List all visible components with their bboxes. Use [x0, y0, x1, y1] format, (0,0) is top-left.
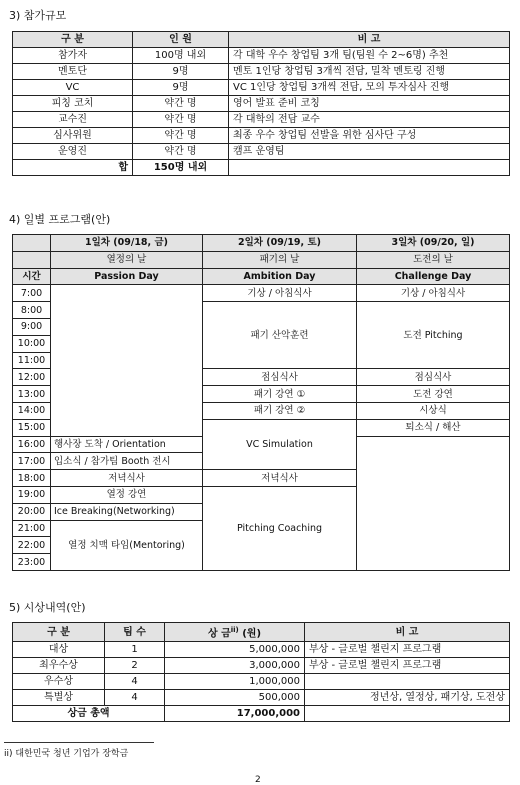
row-note: 부상 - 글로벌 챌린지 프로그램 [305, 642, 510, 658]
theme-kr-row [13, 251, 510, 268]
table-row [13, 64, 510, 80]
total-value: 17,000,000 [165, 706, 305, 722]
d3-pitch: 도전 Pitching [357, 302, 510, 369]
table-row [13, 690, 510, 706]
total-row [13, 706, 510, 722]
row-count: 100명 내외 [133, 48, 229, 64]
row-category: 대상 [13, 642, 105, 658]
header-category: 구 분 [13, 32, 133, 48]
d1-dinner: 저녁식사 [51, 470, 203, 487]
row-count: 약간 명 [133, 96, 229, 112]
row-count: 약간 명 [133, 112, 229, 128]
day-2-theme: 패기의 날 [203, 251, 357, 268]
time-cell: 11:00 [13, 352, 51, 369]
theme-en-row [13, 268, 510, 285]
total-label: 합 [13, 160, 133, 176]
row-category: 최우수상 [13, 658, 105, 674]
time-cell: 13:00 [13, 386, 51, 403]
table-header-row [13, 623, 510, 642]
row-note: 각 대학 우수 창업팀 3개 팀(팀원 수 2~6명) 추천 [229, 48, 510, 64]
table-row [13, 80, 510, 96]
time-cell: 23:00 [13, 554, 51, 571]
d3-award: 시상식 [357, 402, 510, 419]
d3-talk: 도전 강연 [357, 386, 510, 403]
total-label: 상금 총액 [13, 706, 165, 722]
awards-table [12, 622, 510, 722]
d1-mentoring: 열정 치맥 타임(Mentoring) [51, 520, 203, 570]
row-teams: 2 [105, 658, 165, 674]
row-category: VC [13, 80, 133, 96]
row-category: 교수진 [13, 112, 133, 128]
row-note: 최종 우수 창업팀 선발을 위한 심사단 구성 [229, 128, 510, 144]
row-note: VC 1인당 창업팀 3개씩 전담, 모의 투자심사 진행 [229, 80, 510, 96]
section-3-title: 3) 참가규모 [9, 9, 67, 22]
table-row [13, 112, 510, 128]
row-category: 특별상 [13, 690, 105, 706]
row-count: 약간 명 [133, 128, 229, 144]
page-number: 2 [255, 775, 261, 785]
footnote: ii) 대한민국 청년 기업가 장학금 [4, 749, 129, 759]
table-row [13, 658, 510, 674]
time-cell: 21:00 [13, 520, 51, 537]
d1-booth: 입소식 / 참가팀 Booth 전시 [51, 453, 203, 470]
d2-vc: VC Simulation [203, 419, 357, 469]
d2-pitching: Pitching Coaching [203, 486, 357, 570]
d3-leave: 퇴소식 / 해산 [357, 419, 510, 436]
time-cell: 22:00 [13, 537, 51, 554]
d3-wake: 기상 / 아침식사 [357, 285, 510, 302]
time-cell: 12:00 [13, 369, 51, 386]
time-cell: 15:00 [13, 419, 51, 436]
time-cell: 14:00 [13, 402, 51, 419]
row-prize: 1,000,000 [165, 674, 305, 690]
time-cell: 10:00 [13, 335, 51, 352]
day-1-empty [51, 285, 203, 436]
time-cell: 18:00 [13, 470, 51, 487]
row-teams: 4 [105, 674, 165, 690]
table-row [13, 48, 510, 64]
header-note: 비 고 [229, 32, 510, 48]
row-prize: 5,000,000 [165, 642, 305, 658]
section-5-title: 5) 시상내역(안) [9, 601, 86, 614]
row-note: 캠프 운영팀 [229, 144, 510, 160]
row-count: 9명 [133, 64, 229, 80]
day-3-header: 3일차 (09/20, 일) [357, 235, 510, 252]
day-3-theme: 도전의 날 [357, 251, 510, 268]
d2-hike: 패기 산악훈련 [203, 302, 357, 369]
day-3-theme-en: Challenge Day [357, 268, 510, 285]
day-3-empty [357, 436, 510, 570]
day-header-row [13, 235, 510, 252]
table-row [13, 96, 510, 112]
d2-wake: 기상 / 아침식사 [203, 285, 357, 302]
d2-talk2: 패기 강연 ② [203, 402, 357, 419]
row-note: 멘토 1인당 창업팀 3개씩 전담, 밀착 멘토링 진행 [229, 64, 510, 80]
d2-lunch: 점심식사 [203, 369, 357, 386]
footnote-divider [4, 742, 154, 743]
header-prize: 상 금$^{ii)}$ (원) [165, 623, 305, 642]
day-2-header: 2일차 (09/19, 토) [203, 235, 357, 252]
section-4-title: 4) 일별 프로그램(안) [9, 213, 111, 226]
d1-orientation: 행사장 도착 / Orientation [51, 436, 203, 453]
row-note: 영어 발표 준비 코칭 [229, 96, 510, 112]
table-row [13, 128, 510, 144]
time-cell: 7:00 [13, 285, 51, 302]
row-category: 운영진 [13, 144, 133, 160]
row-teams: 1 [105, 642, 165, 658]
row-count: 9명 [133, 80, 229, 96]
d1-networking: Ice Breaking(Networking) [51, 503, 203, 520]
row-prize: 3,000,000 [165, 658, 305, 674]
time-cell: 20:00 [13, 503, 51, 520]
day-2-theme-en: Ambition Day [203, 268, 357, 285]
time-row [13, 285, 510, 302]
time-header: 시간 [13, 268, 51, 285]
time-cell: 16:00 [13, 436, 51, 453]
header-category: 구 분 [13, 623, 105, 642]
day-1-theme: 열정의 날 [51, 251, 203, 268]
time-cell: 19:00 [13, 486, 51, 503]
footnote-mark: ii) [230, 626, 239, 634]
header-note: 비 고 [305, 623, 510, 642]
total-row [13, 160, 510, 176]
row-prize: 500,000 [165, 690, 305, 706]
time-cell: 17:00 [13, 453, 51, 470]
row-note: 부상 - 글로벌 챌린지 프로그램 [305, 658, 510, 674]
row-note: 각 대학의 전담 교수 [229, 112, 510, 128]
d1-lecture: 열정 강연 [51, 486, 203, 503]
d2-talk1: 패기 강연 ① [203, 386, 357, 403]
row-category: 멘토단 [13, 64, 133, 80]
header-teams: 팀 수 [105, 623, 165, 642]
day-1-theme-en: Passion Day [51, 268, 203, 285]
d3-lunch: 점심식사 [357, 369, 510, 386]
row-count: 약간 명 [133, 144, 229, 160]
table-row [13, 642, 510, 658]
day-1-header: 1일차 (09/18, 금) [51, 235, 203, 252]
row-category: 피칭 코치 [13, 96, 133, 112]
d2-dinner: 저녁식사 [203, 470, 357, 487]
row-category: 심사위원 [13, 128, 133, 144]
time-cell: 9:00 [13, 318, 51, 335]
header-count: 인 원 [133, 32, 229, 48]
table-row [13, 144, 510, 160]
time-cell: 8:00 [13, 302, 51, 319]
participants-table [12, 31, 510, 176]
row-note: 정년상, 열정상, 패기상, 도전상 [305, 690, 510, 706]
row-category: 참가자 [13, 48, 133, 64]
row-category: 우수상 [13, 674, 105, 690]
table-header-row [13, 32, 510, 48]
row-note [305, 674, 510, 690]
row-teams: 4 [105, 690, 165, 706]
total-value: 150명 내외 [133, 160, 229, 176]
table-row [13, 674, 510, 690]
schedule-table [12, 234, 510, 571]
